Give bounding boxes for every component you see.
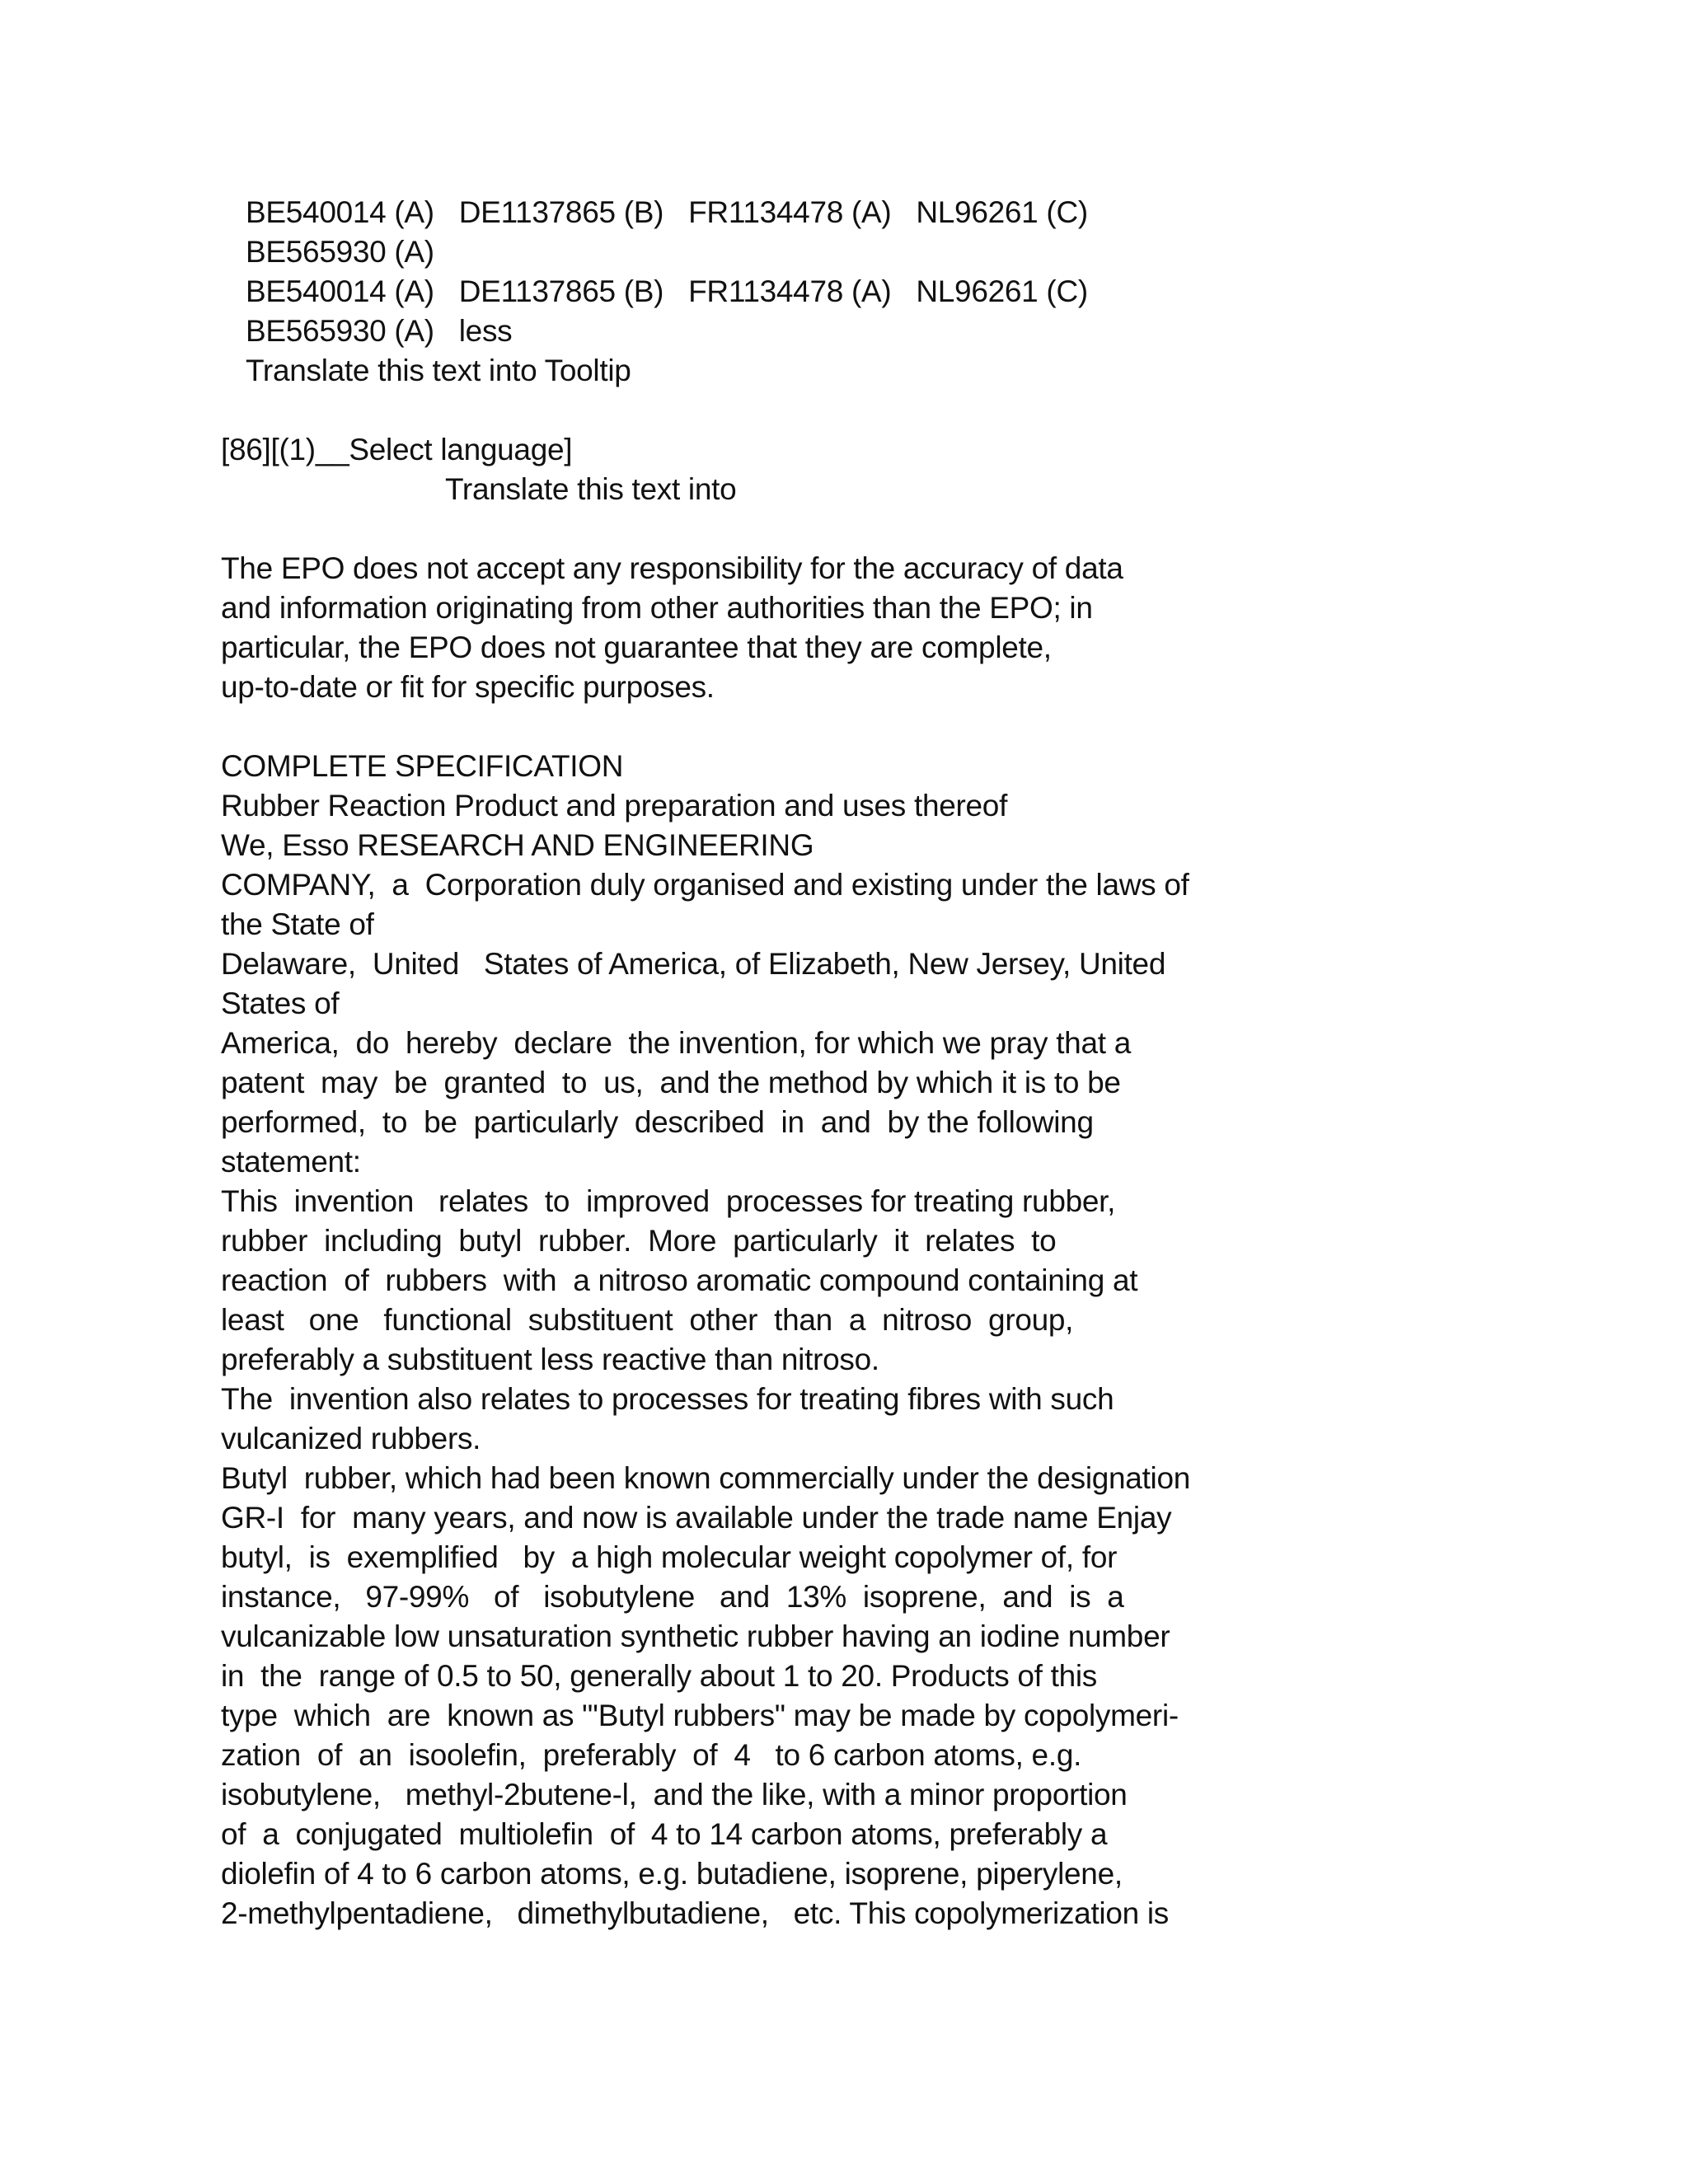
spec-heading: COMPLETE SPECIFICATION (221, 749, 624, 783)
spec-line: preferably a substituent less reactive than nitroso. (221, 1343, 879, 1376)
spec-line: statement: (221, 1145, 361, 1179)
spec-line: isobutylene, methyl-2butene-l, and the like, with a minor proportion (221, 1778, 1128, 1811)
spec-line: zation of an isoolefin, preferably of 4 to 6 carbon atoms, e.g. (221, 1738, 1082, 1772)
spec-line: America, do hereby declare the invention, for which we pray that a (221, 1026, 1131, 1060)
family-row-3: BE540014 (A) DE1137865 (B) FR1134478 (A) NL96261 (C) (246, 274, 1088, 308)
spec-line: vulcanizable low unsaturation synthetic rubber having an iodine number (221, 1619, 1170, 1653)
spec-line: diolefin of 4 to 6 carbon atoms, e.g. butadiene, isoprene, piperylene, (221, 1857, 1123, 1891)
spec-line: The invention also relates to processes for treating fibres with such (221, 1382, 1114, 1416)
translate-tooltip-text: Translate this text into Tooltip (246, 354, 631, 387)
spec-line: instance, 97-99% of isobutylene and 13% isoprene, and is a (221, 1580, 1124, 1614)
spec-line: Butyl rubber, which had been known commercially under the designation (221, 1461, 1191, 1495)
spec-line: the State of (221, 907, 374, 941)
spec-line: of a conjugated multiolefin of 4 to 14 carbon atoms, preferably a (221, 1817, 1108, 1851)
spec-line: GR-I for many years, and now is available under the trade name Enjay (221, 1501, 1172, 1535)
spec-line: least one functional substituent other than a nitroso group, (221, 1303, 1074, 1337)
family-row-1: BE540014 (A) DE1137865 (B) FR1134478 (A) NL96261 (C) (246, 195, 1088, 229)
spec-line: This invention relates to improved processes for treating rubber, (221, 1184, 1116, 1218)
spec-line: States of (221, 987, 340, 1020)
spec-line: in the range of 0.5 to 50, generally about 1 to 20. Products of this (221, 1659, 1097, 1693)
spec-line: performed, to be particularly described in and by the following (221, 1105, 1094, 1139)
spec-line: We, Esso RESEARCH AND ENGINEERING (221, 828, 814, 862)
translate-text-label: Translate this text into (445, 472, 737, 506)
spec-line: vulcanized rubbers. (221, 1422, 481, 1455)
disclaimer-line: up-to-date or fit for specific purposes. (221, 670, 715, 704)
spec-line: rubber including butyl rubber. More particularly it relates to (221, 1224, 1057, 1258)
disclaimer-line: The EPO does not accept any responsibility for the accuracy of data (221, 551, 1123, 585)
select-language-label: [86][(1)__Select language] (221, 433, 573, 466)
family-row-2: BE565930 (A) (246, 235, 434, 269)
spec-line: 2-methylpentadiene, dimethylbutadiene, etc. This copolymerization is (221, 1896, 1170, 1930)
spec-line: COMPANY, a Corporation duly organised and existing under the laws of (221, 868, 1189, 902)
spec-line: type which are known as "'Butyl rubbers" may be made by copolymeri- (221, 1699, 1179, 1732)
spec-line: reaction of rubbers with a nitroso aromatic compound containing at (221, 1263, 1138, 1297)
spec-line: Delaware, United States of America, of Elizabeth, New Jersey, United (221, 947, 1166, 981)
spec-title: Rubber Reaction Product and preparation and uses thereof (221, 789, 1008, 823)
spec-line: butyl, is exemplified by a high molecular weight copolymer of, for (221, 1540, 1118, 1574)
family-row-4: BE565930 (A) less (246, 314, 513, 348)
disclaimer-line: and information originating from other authorities than the EPO; in (221, 591, 1093, 625)
disclaimer-line: particular, the EPO does not guarantee that they are complete, (221, 630, 1052, 664)
spec-line: patent may be granted to us, and the method by which it is to be (221, 1066, 1121, 1099)
